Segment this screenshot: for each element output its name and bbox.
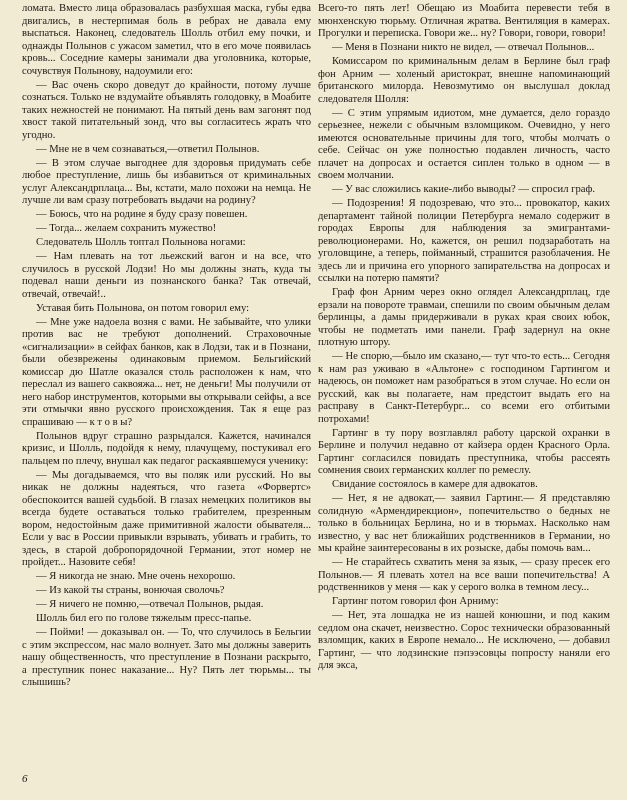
paragraph: Шолль бил его по голове тяжелым пресс-папье. — [36, 613, 252, 624]
paragraph: — Меня в Познани никто не видел, — отвечал Полынов... — [332, 42, 595, 53]
paragraph: — У вас сложились какие-либо выводы? — спросил граф. — [332, 184, 596, 195]
paragraph: Комиссаром по криминальным делам в Берлине был граф фон Арним — холеный аристократ, внешне напоминающий британского милорда. Невозмутимо он выслушал доклад следователя Шолля: — [318, 56, 610, 105]
paragraph: Следователь Шолль топтал Полынова ногами: — [36, 237, 246, 248]
page-number: 6 — [22, 773, 28, 785]
paragraph: — Нет, эта лошадка не из нашей конюшни, и под каким седлом она скачет, неизвестно. Сорос технически образованный взломщик, каких в Европе немало... Не исключено, — добавил Гартинг, — что лодзинские пэпээсовцы попросту наняли его для экса, — [318, 610, 610, 671]
right-column — [318, 3, 610, 674]
paragraph: Гартинг потом говорил фон Арниму: — [332, 596, 499, 607]
paragraph: — Из какой ты страны, вонючая сволочь? — [36, 585, 225, 596]
paragraph: Полынов вдруг страшно разрыдался. Кажется, начинался кризис, и Шолль, подойдя к нему, плачущему, постукивал его пальцем по плечу, внушал как педагог раскаявшемуся ученику: — [22, 430, 311, 467]
paragraph: — Боюсь, что на родине я буду сразу повешен. — [36, 209, 248, 220]
paragraph: Всего-то пять лет! Обещаю из Моабита перевести тебя в мюнхенскую тюрьму. Отличная жратва. Вентиляция в камерах. Прогулки и переписка. Говори же... ну? Говори, говори, говори! — [318, 3, 610, 39]
paragraph: — Не спорю,—было им сказано,— тут что-то есть... Сегодня к нам раз уживаю в «Альтоне» с господином Гартингом и надеюсь, он поможет нам разобраться в этом случае. Но если он русский, как вы полагаете, нам предстоит выдать его на расправу в Санкт-Петербург... со всеми его отбитыми потрохами! — [318, 351, 610, 425]
paragraph: — Мне уже надоела возня с вами. Не забывайте, что улики против вас не требуют дополнений. Страховочные «сигнализации» в сейфах банков, как в Лодзи, так и в Познани, были обезврежены одинаковым приемом. Бельгийский комиссар дю Шатле оказался столь расположен к нам, что переслал из вашего саквояжа... нет, не деньги! Мы получили от него набор инструментов, которыми вы открывали сейфы, а все эти отмычки явно русского происхождения. Так я еще раз спрашиваю — к т о в ы? — [22, 316, 311, 428]
paragraph: — Тогда... желаем сохранить мужество! — [36, 223, 217, 234]
paragraph: — Пойми! — доказывал он. — То, что случилось в Бельгии с этим экспрессом, нас мало волнует. Зато мы должны заверить нашу общественность, что преступление в Познани раскрыто, а преступник понес наказание... Ну? Пять лет тюрьмы... ты слышишь? — [22, 627, 311, 688]
paragraph: Гартинг в ту пору возглавлял работу царской охранки в Берлине и получил недавно от кайзера орден Красного Орла. Гартинг согласился повидать преступника, чтобы рассеять сомнения своих германских коллег по ремеслу. — [318, 427, 610, 476]
paragraph: Граф фон Арним через окно оглядел Александрплац, где ерзали на повороте травмаи, спешили по своим обычным делам берлинцы, а дамы придерживали в руках края своих юбок, чтобы не подметать ими панели. Граф задернул на окне плотную штору. — [318, 287, 610, 348]
paragraph: — Я ничего не помню,—отвечал Полынов, рыдая. — [36, 599, 264, 610]
paragraph: ломата. Вместо лица образовалась разбухшая маска, губы едва двигались, в нестерпимая боль в ребрах не давала ему выспаться. Наконец, следователь Шолль отбил ему почки, и однажды Полынов с ужасом заметил, что в его моче появилась кровь... Соседние камеры занимали два уголовника, которые, сочувствуя Полынову, надоумили его: — [22, 3, 311, 77]
paragraph: — Не старайтесь схватить меня за язык, — сразу пресек его Полынов.— Я плевать хотел на все ваши попечительства! А родственников у меня — как у серого волка в темном лесу... — [318, 557, 610, 593]
paragraph: — В этом случае выгоднее для здоровья придумать себе любое преступление, лишь бы избавиться от криминальных услуг Александрплаца... Вы, кстати, мало похожи на немца. Не лучше ли вам сразу потребовать выдачи на родину? — [22, 157, 311, 206]
paragraph: — Мне не в чем сознаваться,—ответил Полынов. — [36, 143, 260, 155]
paragraph: — Я никогда не знаю. Мне очень нехорошо. — [36, 571, 236, 582]
paragraph: — Нам плевать на тот льежский вагон и на все, что случилось в русской Лодзи! Но мы должны знать, куда ты подевал наши деньги из познанского банка? Так отвечай, отвечай, отвечай!.. — [22, 251, 311, 300]
left-column — [22, 3, 311, 691]
paragraph: — Подозрения! Я подозреваю, что это... провокатор, каких департамент тайной полиции Петербурга немало содержит в городах Европы для наблюдения за эмигрантами-революционерами. Но, кажется, он решил подзаработать на уголовщине, а теперь, пойманный, страшится разоблачения. Не здесь ли и причина его упорного запирательства на допросах и ссылки на потерю памяти? — [318, 198, 610, 284]
paragraph: Свидание состоялось в камере для адвокатов. — [332, 479, 538, 490]
paragraph: Уставая бить Полынова, он потом говорил ему: — [36, 302, 250, 314]
paragraph: — Нет, я не адвокат,— заявил Гартинг.— Я представляю солидную «Армендирекцион», попечительство о бедных не только в больницах Берлина, но и в тюрьмах. Насколько нам известно, у вас нет ближайших родственников в Германии, но мы крайне заинтересованы в их розыске, дабы помочь вам... — [318, 493, 610, 554]
paragraph: — Мы догадываемся, что вы поляк или русский. Но вы никак не должны надеяться, что газета «Форвертс» обеспокоится вашей судьбой. В глазах немецких политиков вы всегда будете оставаться только грабителем, презренным вором, недостойным даже примитивной жалости обывателя... Если у вас в России привыкли взрывать, убивать и грабить, то здесь, в старой добропорядочной Германии, этот номер не пройдет... Назовите себя! — [22, 469, 311, 568]
paragraph: — С этим упрямым идиотом, мне думается, дело гораздо серьезнее, нежели с обычным взломщиком. Очевидно, у него имеются основательные причины для того, чтобы молчать о себе. Сейчас он уже полностью подавлен личность, часто плачет на допросах и остается сиплен только в одном — в своем молчании. — [318, 107, 610, 181]
paragraph: — Вас очень скоро доведут до крайности, потому лучше сознаться. Только не вздумайте объявлять голодовку, в Моабите таких нежностей не понимают. На пятый день вам загонят под хвост такой питательный зонд, что вы согласитесь жрать что угодно. — [22, 79, 311, 141]
